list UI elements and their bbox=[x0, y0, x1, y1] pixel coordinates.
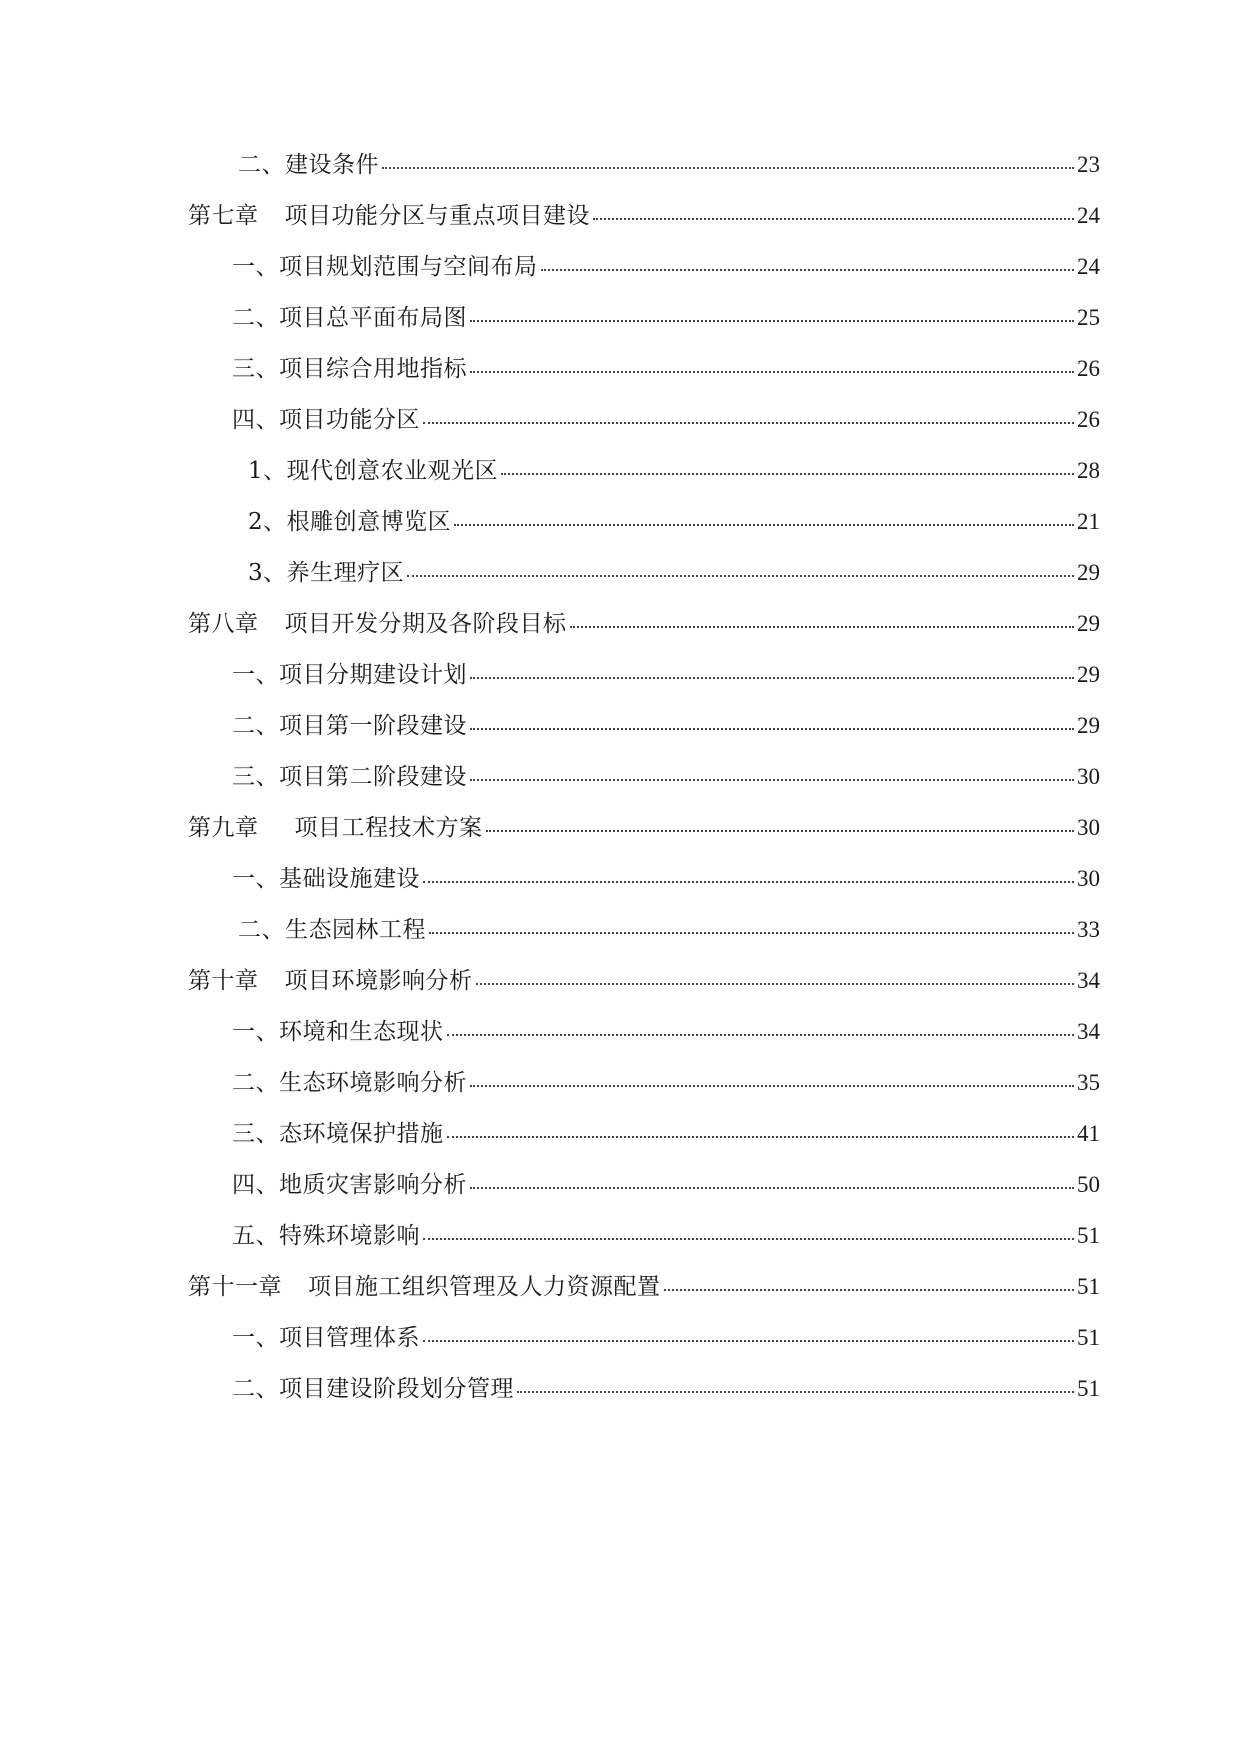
toc-dot-leader bbox=[447, 1136, 1075, 1138]
toc-entry-number: 第十一章 bbox=[188, 1274, 282, 1300]
toc-entry-number: 二、 bbox=[232, 1376, 279, 1402]
toc-page-number: 51 bbox=[1077, 1325, 1100, 1350]
toc-dot-leader bbox=[470, 677, 1074, 679]
toc-entry[interactable] bbox=[232, 862, 1100, 896]
toc-chapter-entry[interactable] bbox=[188, 811, 1100, 845]
toc-dot-leader bbox=[429, 932, 1074, 934]
toc-entry-title: 特殊环境影响 bbox=[279, 1223, 420, 1249]
toc-entry[interactable] bbox=[232, 1321, 1100, 1355]
toc-dot-leader bbox=[423, 422, 1074, 424]
toc-dot-leader bbox=[570, 626, 1075, 628]
toc-entry-title: 项目总平面布局图 bbox=[279, 305, 467, 331]
toc-page-number: 34 bbox=[1077, 968, 1100, 993]
toc-entry-number: 一、 bbox=[232, 866, 279, 892]
toc-dot-leader bbox=[593, 218, 1074, 220]
toc-entry-title: 项目功能分区与重点项目建设 bbox=[284, 203, 590, 229]
toc-entry[interactable] bbox=[238, 148, 1100, 182]
toc-page-number: 30 bbox=[1077, 815, 1100, 840]
toc-dot-leader bbox=[423, 1340, 1074, 1342]
toc-dot-leader bbox=[470, 320, 1074, 322]
toc-entry[interactable] bbox=[248, 505, 1100, 539]
toc-entry-number: 二、 bbox=[238, 917, 285, 943]
toc-page-number: 24 bbox=[1077, 203, 1100, 228]
toc-entry[interactable] bbox=[232, 352, 1100, 386]
toc-dot-leader bbox=[486, 830, 1075, 832]
toc-page-number: 41 bbox=[1077, 1121, 1100, 1146]
toc-entry-title: 建设条件 bbox=[285, 152, 379, 178]
toc-page-number: 28 bbox=[1077, 458, 1100, 483]
toc-entry-title: 环境和生态现状 bbox=[279, 1019, 444, 1045]
toc-dot-leader bbox=[454, 524, 1074, 526]
toc-entry[interactable] bbox=[232, 1117, 1100, 1151]
toc-entry-title: 项目开发分期及各阶段目标 bbox=[284, 611, 567, 637]
toc-entry[interactable] bbox=[232, 1219, 1100, 1253]
toc-dot-leader bbox=[517, 1391, 1074, 1393]
toc-entry-title: 项目综合用地指标 bbox=[279, 356, 467, 382]
toc-entry-number: 一、 bbox=[232, 1019, 279, 1045]
toc-page-number: 29 bbox=[1077, 662, 1100, 687]
toc-entry[interactable] bbox=[248, 556, 1100, 590]
toc-entry-number: 一、 bbox=[232, 1325, 279, 1351]
toc-page-number: 34 bbox=[1077, 1019, 1100, 1044]
toc-dot-leader bbox=[423, 1238, 1074, 1240]
toc-page-number: 35 bbox=[1077, 1070, 1100, 1095]
toc-page-number: 26 bbox=[1077, 407, 1100, 432]
toc-page-number: 29 bbox=[1077, 560, 1100, 585]
toc-entry-number: 五、 bbox=[232, 1223, 279, 1249]
toc-entry-title: 项目第一阶段建设 bbox=[279, 713, 467, 739]
toc-entry-title: 项目功能分区 bbox=[279, 407, 420, 433]
toc-entry-title: 项目环境影响分析 bbox=[284, 968, 473, 994]
toc-dot-leader bbox=[470, 371, 1074, 373]
toc-chapter-entry[interactable] bbox=[188, 199, 1100, 233]
toc-page-number: 30 bbox=[1077, 764, 1100, 789]
toc-entry-number: 3、 bbox=[248, 560, 287, 586]
toc-entry[interactable] bbox=[232, 1015, 1100, 1049]
toc-page-number: 33 bbox=[1077, 917, 1100, 942]
toc-dot-leader bbox=[470, 779, 1074, 781]
toc-entry[interactable] bbox=[232, 301, 1100, 335]
toc-page-number: 21 bbox=[1077, 509, 1100, 534]
toc-entry[interactable] bbox=[232, 403, 1100, 437]
toc-dot-leader bbox=[664, 1289, 1075, 1291]
toc-dot-leader bbox=[423, 881, 1074, 883]
toc-entry-title: 项目建设阶段划分管理 bbox=[279, 1376, 514, 1402]
toc-dot-leader bbox=[541, 269, 1075, 271]
toc-entry-title: 地质灾害影响分析 bbox=[279, 1172, 467, 1198]
toc-entry-title: 现代创意农业观光区 bbox=[286, 458, 499, 484]
toc-entry[interactable] bbox=[232, 658, 1100, 692]
toc-page-number: 29 bbox=[1077, 611, 1100, 636]
toc-entry[interactable] bbox=[232, 1066, 1100, 1100]
toc-entry[interactable] bbox=[232, 250, 1100, 284]
toc-entry[interactable] bbox=[248, 454, 1100, 488]
toc-entry-title: 生态园林工程 bbox=[285, 917, 426, 943]
toc-entry-title: 项目第二阶段建设 bbox=[279, 764, 467, 790]
toc-entry-title: 项目施工组织管理及人力资源配置 bbox=[308, 1274, 661, 1300]
toc-dot-leader bbox=[407, 575, 1074, 577]
toc-entry-title: 项目管理体系 bbox=[279, 1325, 420, 1351]
toc-entry-number: 三、 bbox=[232, 356, 279, 382]
toc-entry-number: 二、 bbox=[238, 152, 285, 178]
toc-entry-number: 四、 bbox=[232, 1172, 279, 1198]
toc-page-number: 51 bbox=[1077, 1223, 1100, 1248]
toc-entry-number: 三、 bbox=[232, 1121, 279, 1147]
toc-entry-number: 三、 bbox=[232, 764, 279, 790]
toc-entry-number: 四、 bbox=[232, 407, 279, 433]
toc-entry[interactable] bbox=[232, 709, 1100, 743]
toc-dot-leader bbox=[447, 1034, 1075, 1036]
toc-entry-title: 项目规划范围与空间布局 bbox=[279, 254, 538, 280]
toc-page-number: 30 bbox=[1077, 866, 1100, 891]
toc-dot-leader bbox=[470, 1187, 1074, 1189]
toc-entry-title: 生态环境影响分析 bbox=[279, 1070, 467, 1096]
toc-entry[interactable] bbox=[232, 1168, 1100, 1202]
toc-entry-number: 二、 bbox=[232, 305, 279, 331]
toc-entry[interactable] bbox=[232, 1372, 1100, 1406]
toc-entry-number: 第九章 bbox=[188, 815, 259, 841]
toc-page-number: 51 bbox=[1077, 1376, 1100, 1401]
toc-dot-leader bbox=[470, 1085, 1074, 1087]
toc-entry-number: 第七章 bbox=[188, 203, 259, 229]
toc-page-number: 50 bbox=[1077, 1172, 1100, 1197]
toc-page-number: 29 bbox=[1077, 713, 1100, 738]
toc-entry-title: 项目分期建设计划 bbox=[279, 662, 467, 688]
toc-page-number: 51 bbox=[1077, 1274, 1100, 1299]
toc-entry[interactable] bbox=[232, 760, 1100, 794]
toc-entry-title: 基础设施建设 bbox=[279, 866, 420, 892]
toc-chapter-entry[interactable] bbox=[188, 1270, 1100, 1304]
toc-entry-number: 二、 bbox=[232, 713, 279, 739]
toc-entry-number: 一、 bbox=[232, 662, 279, 688]
toc-page-number: 23 bbox=[1077, 152, 1100, 177]
toc-page-number: 24 bbox=[1077, 254, 1100, 279]
toc-page-number: 25 bbox=[1077, 305, 1100, 330]
toc-dot-leader bbox=[382, 167, 1074, 169]
toc-entry-title: 态环境保护措施 bbox=[279, 1121, 444, 1147]
toc-entry-title: 根雕创意博览区 bbox=[286, 509, 452, 535]
toc-entry-title: 项目工程技术方案 bbox=[294, 815, 483, 841]
toc-dot-leader bbox=[470, 728, 1074, 730]
toc-entry-number: 一、 bbox=[232, 254, 279, 280]
toc-entry-number: 第八章 bbox=[188, 611, 259, 637]
toc-dot-leader bbox=[476, 983, 1075, 985]
toc-entry-title: 养生理疗区 bbox=[286, 560, 405, 586]
toc-chapter-entry[interactable] bbox=[188, 964, 1100, 998]
toc-entry[interactable] bbox=[238, 913, 1100, 947]
toc-entry-number: 二、 bbox=[232, 1070, 279, 1096]
toc-entry-number: 1、 bbox=[248, 458, 287, 484]
toc-page-number: 26 bbox=[1077, 356, 1100, 381]
toc-entry-number: 第十章 bbox=[188, 968, 259, 994]
toc-entry-number: 2、 bbox=[248, 509, 287, 535]
toc-dot-leader bbox=[501, 473, 1074, 475]
toc-chapter-entry[interactable] bbox=[188, 607, 1100, 641]
